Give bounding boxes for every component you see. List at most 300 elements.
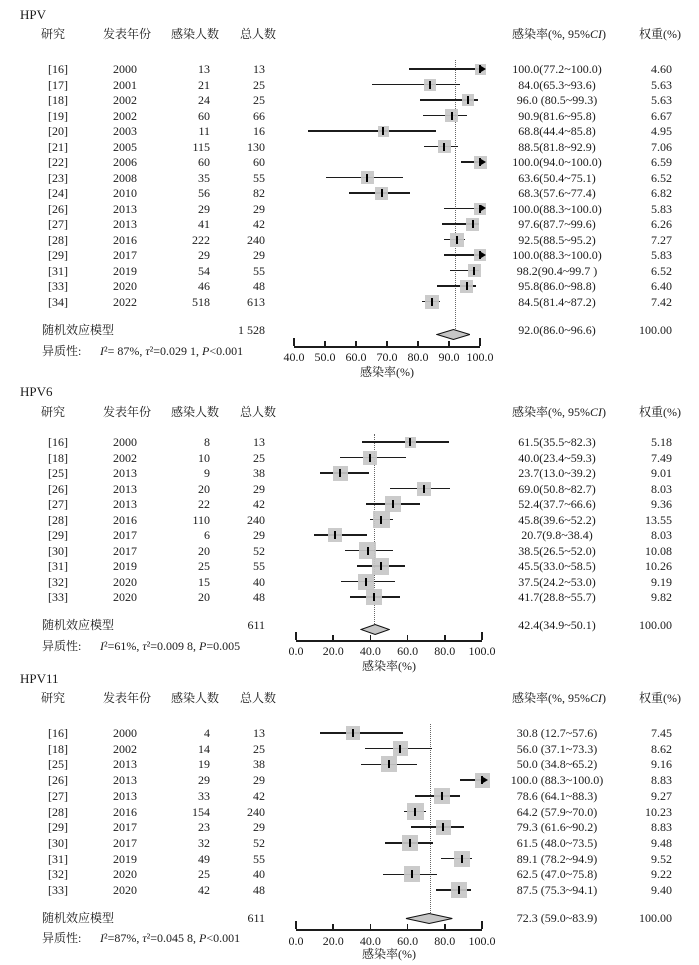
weight-text: 6.26 (651, 217, 672, 231)
text-part: ²=61%, (104, 639, 143, 653)
infected-count: 20 (198, 543, 210, 558)
point-estimate-tick (380, 516, 382, 524)
ci-line (372, 84, 460, 86)
weight-text: 4.95 (651, 124, 672, 138)
weight-text: 7.42 (651, 294, 672, 309)
weight-text: 7.49 (651, 450, 672, 465)
infected-count: 6 (204, 528, 210, 542)
axis-line (296, 929, 482, 931)
study-year: 2020 (113, 867, 137, 882)
total-count: 52 (253, 835, 265, 850)
infected-count: 222 (192, 232, 210, 247)
rate-ci-text: 40.0(23.4~59.3) (518, 450, 596, 465)
point-estimate-tick (414, 808, 416, 816)
total-count: 240 (247, 512, 265, 527)
point-estimate-tick (367, 547, 369, 555)
study-year: 2017 (113, 528, 137, 542)
rate-ci-text: 97.6(87.7~99.6) (518, 217, 596, 231)
infected-count: 13 (198, 62, 210, 76)
study-year: 2013 (113, 497, 137, 511)
study-year: 2019 (113, 559, 137, 573)
weight-text: 9.40 (651, 883, 672, 897)
infected-count: 19 (198, 757, 210, 772)
axis-tick (355, 341, 357, 346)
pooled-diamond (436, 329, 471, 340)
col-header-study: 研究 (40, 405, 66, 419)
rate-ci-text: 100.0(94.0~100.0) (512, 155, 602, 169)
heterogeneity-label: 异质性: (42, 639, 82, 653)
text-part: ²=0.029 1, (149, 344, 203, 358)
pooled-total: 611 (247, 911, 265, 925)
axis-tick (295, 632, 297, 640)
col-header-infected: 感染人数 (170, 691, 220, 705)
rate-ci-text: 79.3 (61.6~90.2) (516, 820, 598, 835)
col-header-study: 研究 (40, 691, 66, 705)
total-count: 240 (247, 232, 265, 247)
point-estimate-tick (366, 174, 368, 182)
infected-count: 29 (198, 201, 210, 216)
study-id: [25] (48, 466, 68, 480)
pooled-total: 611 (247, 618, 265, 632)
axis-tick (407, 924, 409, 929)
col-header-weight: 权重(%) (639, 691, 681, 705)
study-year: 2010 (113, 186, 137, 200)
study-id: [18] (48, 741, 68, 756)
weight-text: 8.03 (651, 528, 672, 542)
study-year: 2006 (113, 155, 137, 169)
infected-count: 25 (198, 867, 210, 882)
heterogeneity-label: 异质性: (42, 344, 82, 358)
weight-text: 6.59 (651, 155, 672, 169)
axis-tick-label: 60.0 (345, 350, 367, 364)
rate-ci-text: 30.8 (12.7~57.6) (516, 726, 598, 740)
study-year: 2013 (113, 773, 137, 788)
infected-count: 22 (198, 497, 210, 511)
point-estimate-tick (443, 143, 445, 151)
point-estimate-tick (369, 454, 371, 462)
total-count: 29 (253, 773, 265, 788)
study-year: 2013 (113, 217, 137, 231)
weight-text: 9.19 (651, 574, 672, 589)
text-part: ) (602, 405, 606, 419)
axis-tick (444, 635, 446, 640)
study-year: 2017 (113, 835, 137, 850)
axis-tick (324, 341, 326, 346)
study-id: [30] (48, 835, 68, 850)
total-count: 16 (253, 124, 265, 138)
rate-ci-text: 50.0 (34.8~65.2) (516, 757, 598, 772)
infected-count: 29 (198, 773, 210, 788)
infected-count: 35 (198, 170, 210, 185)
weight-text: 9.22 (651, 867, 672, 882)
col-header-year: 发表年份 (102, 691, 152, 705)
rate-ci-text: 100.0(88.3~100.0) (512, 248, 602, 262)
weight-text: 9.52 (651, 851, 672, 866)
total-count: 240 (247, 804, 265, 819)
italic-symbol: I (100, 931, 104, 945)
study-id: [18] (48, 450, 68, 465)
axis-tick-label: 40.0 (359, 644, 381, 658)
weight-text: 9.36 (651, 497, 672, 511)
weight-text: 13.55 (645, 512, 672, 527)
point-estimate-tick (431, 298, 433, 306)
study-id: [28] (48, 232, 68, 247)
total-count: 42 (253, 788, 265, 803)
study-year: 2013 (113, 466, 137, 480)
rate-ci-text: 61.5 (48.0~73.5) (516, 835, 598, 850)
col-header-year: 发表年份 (102, 27, 152, 41)
study-id: [31] (48, 851, 68, 866)
axis-tick-label: 20.0 (322, 934, 344, 948)
infected-count: 110 (192, 512, 210, 527)
point-estimate-tick (473, 267, 475, 275)
point-estimate-tick (466, 282, 468, 290)
axis-tick-label: 60.0 (397, 934, 419, 948)
study-id: [31] (48, 559, 68, 573)
infected-count: 46 (198, 279, 210, 293)
pooled-weight: 100.00 (639, 323, 672, 337)
rate-ci-text: 61.5(35.5~82.3) (518, 435, 596, 449)
infected-count: 20 (198, 481, 210, 496)
heterogeneity-formula (100, 930, 240, 946)
point-estimate-tick (409, 438, 411, 446)
total-count: 40 (253, 867, 265, 882)
study-id: [34] (48, 294, 68, 309)
total-count: 29 (253, 481, 265, 496)
weight-text: 6.82 (651, 186, 672, 200)
total-count: 40 (253, 574, 265, 589)
study-id: [20] (48, 124, 68, 138)
infected-count: 33 (198, 788, 210, 803)
italic-symbol: τ (142, 931, 147, 945)
study-year: 2013 (113, 757, 137, 772)
weight-text: 8.62 (651, 741, 672, 756)
study-id: [16] (48, 435, 68, 449)
study-year: 2020 (113, 574, 137, 589)
text-part: ) (602, 691, 606, 705)
rate-ci-text: 69.0(50.8~82.7) (518, 481, 596, 496)
infected-count: 29 (198, 248, 210, 262)
infected-count: 60 (198, 155, 210, 169)
total-count: 13 (253, 62, 265, 76)
arrow-right-icon (481, 66, 486, 72)
rate-ci-text: 84.0(65.3~93.6) (518, 77, 596, 92)
total-count: 48 (253, 883, 265, 897)
pooled-model-label: 随机效应模型 (42, 911, 115, 925)
text-part: 感染率(%, 95% (512, 27, 590, 41)
axis-title: 感染率(%) (360, 365, 414, 379)
point-estimate-tick (458, 886, 460, 894)
study-id: [17] (48, 77, 68, 92)
infected-count: 115 (192, 139, 210, 154)
weight-text: 7.06 (651, 139, 672, 154)
study-id: [28] (48, 512, 68, 527)
rate-ci-text: 68.8(44.4~85.8) (518, 124, 596, 138)
rate-ci-text: 45.8(39.6~52.2) (518, 512, 596, 527)
infected-count: 11 (198, 124, 210, 138)
total-count: 60 (253, 155, 265, 169)
rate-ci-text: 88.5(81.8~92.9) (518, 139, 596, 154)
pooled-weight: 100.00 (639, 911, 672, 925)
text-part: ²= 87%, (104, 344, 146, 358)
panel-title: HPV6 (20, 384, 53, 399)
point-estimate-tick (373, 593, 375, 601)
rate-ci-text: 52.4(37.7~66.6) (518, 497, 596, 511)
total-count: 29 (253, 248, 265, 262)
point-estimate-tick (411, 870, 413, 878)
study-id: [28] (48, 804, 68, 819)
study-id: [23] (48, 170, 68, 185)
study-year: 2017 (113, 248, 137, 262)
axis-line (294, 346, 480, 348)
total-count: 52 (253, 543, 265, 558)
axis-tick (386, 341, 388, 346)
weight-text: 8.03 (651, 481, 672, 496)
study-id: [31] (48, 263, 68, 278)
study-id: [32] (48, 574, 68, 589)
italic-symbol: I (100, 344, 104, 358)
study-id: [19] (48, 108, 68, 123)
axis-tick (293, 338, 295, 346)
col-header-total: 总人数 (239, 27, 277, 41)
total-count: 48 (253, 279, 265, 293)
axis-tick-label: 80.0 (434, 934, 456, 948)
infected-count: 23 (198, 820, 210, 835)
ci-line (308, 130, 436, 132)
italic-symbol: τ (145, 344, 150, 358)
point-estimate-tick (399, 745, 401, 753)
infected-count: 21 (198, 77, 210, 92)
weight-text: 6.40 (651, 279, 672, 293)
study-year: 2002 (113, 93, 137, 107)
study-year: 2001 (113, 77, 137, 92)
col-header-total: 总人数 (239, 405, 277, 419)
text-part: ²=0.009 8, (146, 639, 200, 653)
total-count: 38 (253, 757, 265, 772)
italic-symbol: I (100, 639, 104, 653)
italic-symbol: P (199, 931, 207, 945)
total-count: 55 (253, 851, 265, 866)
col-header-rate-ci (512, 690, 606, 706)
col-header-infected: 感染人数 (170, 405, 220, 419)
text-part: ) (602, 27, 606, 41)
rate-ci-text: 64.2 (57.9~70.0) (516, 804, 598, 819)
pooled-diamond (360, 624, 390, 635)
study-id: [27] (48, 217, 68, 231)
rate-ci-text: 41.7(28.8~55.7) (518, 590, 596, 604)
total-count: 42 (253, 497, 265, 511)
rate-ci-text: 98.2(90.4~99.7 ) (516, 263, 598, 278)
study-year: 2019 (113, 851, 137, 866)
point-estimate-tick (451, 112, 453, 120)
study-id: [33] (48, 279, 68, 293)
arrow-right-icon (481, 252, 486, 258)
point-estimate-tick (334, 531, 336, 539)
pooled-rate-ci: 72.3 (59.0~83.9) (516, 911, 598, 925)
italic-symbol: P (202, 344, 210, 358)
infected-count: 9 (204, 466, 210, 480)
axis-tick-label: 40.0 (359, 934, 381, 948)
axis-tick-label: 100.0 (468, 934, 496, 948)
rate-ci-text: 100.0(88.3~100.0) (512, 201, 602, 216)
point-estimate-tick (409, 839, 411, 847)
total-count: 55 (253, 263, 265, 278)
weight-text: 9.82 (651, 590, 672, 604)
weight-text: 5.63 (651, 93, 672, 107)
rate-ci-text: 92.5(88.5~95.2) (518, 232, 596, 247)
point-estimate-tick (339, 469, 341, 477)
study-year: 2016 (113, 804, 137, 819)
study-year: 2005 (113, 139, 137, 154)
study-id: [16] (48, 726, 68, 740)
axis-tick-label: 100.0 (468, 644, 496, 658)
study-year: 2016 (113, 232, 137, 247)
total-count: 130 (247, 139, 265, 154)
study-id: [26] (48, 773, 68, 788)
infected-count: 518 (192, 294, 210, 309)
col-header-rate-ci (512, 26, 606, 42)
text-part: <0.001 (209, 344, 244, 358)
col-header-weight: 权重(%) (639, 405, 681, 419)
weight-text: 9.01 (651, 466, 672, 480)
study-id: [18] (48, 93, 68, 107)
study-id: [29] (48, 248, 68, 262)
weight-text: 9.27 (651, 788, 672, 803)
total-count: 25 (253, 93, 265, 107)
total-count: 38 (253, 466, 265, 480)
infected-count: 25 (198, 559, 210, 573)
total-count: 82 (253, 186, 265, 200)
weight-text: 5.18 (651, 435, 672, 449)
rate-ci-text: 56.0 (37.1~73.3) (516, 741, 598, 756)
weight-text: 9.48 (651, 835, 672, 850)
study-id: [16] (48, 62, 68, 76)
infected-count: 154 (192, 804, 210, 819)
rate-ci-text: 89.1 (78.2~94.9) (516, 851, 598, 866)
rate-ci-text: 20.7(9.8~38.4) (521, 528, 593, 542)
study-id: [24] (48, 186, 68, 200)
point-estimate-tick (456, 236, 458, 244)
col-header-year: 发表年份 (102, 405, 152, 419)
pooled-diamond (405, 913, 453, 924)
infected-count: 10 (198, 450, 210, 465)
point-estimate-tick (392, 500, 394, 508)
total-count: 29 (253, 820, 265, 835)
axis-tick (370, 635, 372, 640)
study-id: [26] (48, 481, 68, 496)
rate-ci-text: 45.5(33.0~58.5) (518, 559, 596, 573)
study-year: 2022 (113, 294, 137, 309)
axis-tick (444, 924, 446, 929)
study-id: [22] (48, 155, 68, 169)
total-count: 613 (247, 294, 265, 309)
rate-ci-text: 63.6(50.4~75.1) (518, 170, 596, 185)
col-header-infected: 感染人数 (170, 27, 220, 41)
axis-tick (332, 924, 334, 929)
col-header-rate-ci (512, 404, 606, 420)
study-year: 2017 (113, 543, 137, 558)
axis-tick (481, 632, 483, 640)
heterogeneity-label: 异质性: (42, 931, 82, 945)
pooled-total: 1 528 (238, 323, 265, 337)
weight-text: 6.52 (651, 263, 672, 278)
rate-ci-text: 23.7(13.0~39.2) (518, 466, 596, 480)
total-count: 13 (253, 435, 265, 449)
study-id: [29] (48, 528, 68, 542)
study-year: 2013 (113, 201, 137, 216)
study-year: 2013 (113, 788, 137, 803)
infected-count: 56 (198, 186, 210, 200)
weight-text: 10.23 (645, 804, 672, 819)
col-header-weight: 权重(%) (639, 27, 681, 41)
weight-text: 10.08 (645, 543, 672, 558)
heterogeneity-formula (100, 638, 240, 654)
study-year: 2002 (113, 108, 137, 123)
axis-title: 感染率(%) (362, 947, 416, 961)
weight-text: 6.67 (651, 108, 672, 123)
italic-symbol: τ (142, 639, 147, 653)
text-part: =0.005 (206, 639, 241, 653)
italic-symbol: CI (590, 691, 602, 705)
total-count: 48 (253, 590, 265, 604)
pooled-model-label: 随机效应模型 (42, 618, 115, 632)
axis-tick-label: 0.0 (288, 934, 304, 948)
infected-count: 32 (198, 835, 210, 850)
axis-tick-label: 40.0 (283, 350, 305, 364)
infected-count: 4 (204, 726, 210, 740)
axis-tick-label: 70.0 (376, 350, 398, 364)
infected-count: 49 (198, 851, 210, 866)
italic-symbol: CI (590, 405, 602, 419)
total-count: 13 (253, 726, 265, 740)
study-year: 2019 (113, 263, 137, 278)
rate-ci-text: 37.5(24.2~53.0) (518, 574, 596, 589)
total-count: 55 (253, 170, 265, 185)
point-estimate-tick (381, 189, 383, 197)
infected-count: 54 (198, 263, 210, 278)
ci-line (409, 68, 480, 70)
study-year: 2002 (113, 450, 137, 465)
study-year: 2020 (113, 883, 137, 897)
rate-ci-text: 68.3(57.6~77.4) (518, 186, 596, 200)
arrow-right-icon (483, 777, 488, 783)
total-count: 25 (253, 77, 265, 92)
panel-title: HPV (20, 7, 47, 22)
text-part: 感染率(%, 95% (512, 405, 590, 419)
weight-text: 4.60 (651, 62, 672, 76)
axis-tick (479, 338, 481, 346)
study-id: [27] (48, 788, 68, 803)
point-estimate-tick (442, 823, 444, 831)
axis-tick-label: 0.0 (288, 644, 304, 658)
total-count: 25 (253, 741, 265, 756)
study-id: [30] (48, 543, 68, 558)
study-year: 2013 (113, 481, 137, 496)
total-count: 55 (253, 559, 265, 573)
pooled-model-label: 随机效应模型 (42, 323, 115, 337)
study-id: [26] (48, 201, 68, 216)
infected-count: 20 (198, 590, 210, 604)
infected-count: 24 (198, 93, 210, 107)
weight-text: 5.83 (651, 248, 672, 262)
infected-count: 41 (198, 217, 210, 231)
total-count: 25 (253, 450, 265, 465)
total-count: 66 (253, 108, 265, 123)
arrow-right-icon (481, 205, 486, 211)
axis-tick-label: 60.0 (397, 644, 419, 658)
axis-title: 感染率(%) (362, 659, 416, 673)
rate-ci-text: 87.5 (75.3~94.1) (516, 883, 598, 897)
